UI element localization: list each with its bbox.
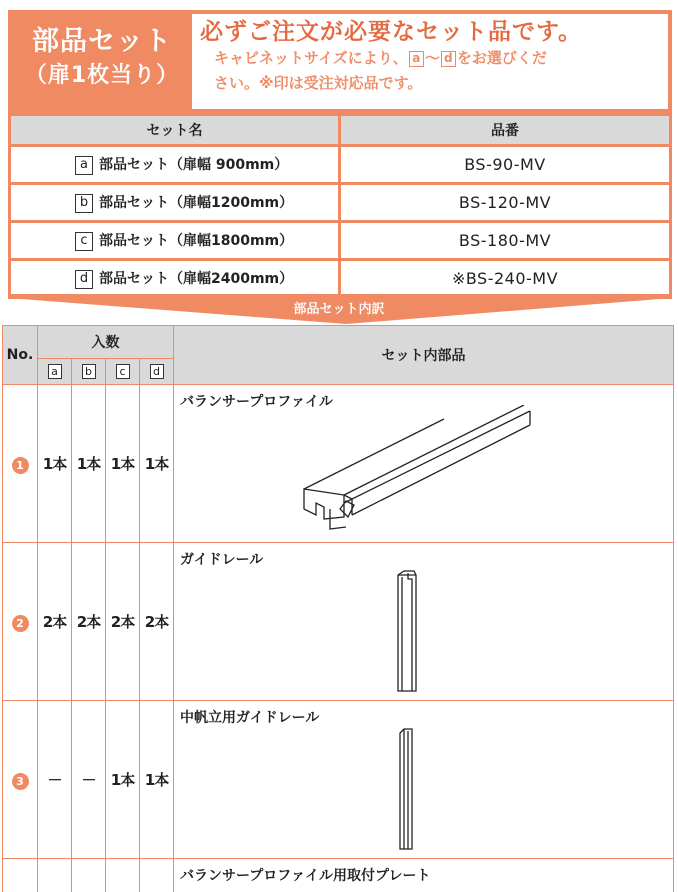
qty-key-c bbox=[106, 359, 140, 385]
qty-a: 1本 bbox=[38, 385, 72, 543]
qty-a: 2本 bbox=[38, 543, 72, 701]
header-panel bbox=[8, 10, 672, 113]
qty-b: 2本 bbox=[72, 543, 106, 701]
note-text-a: キャビネットサイズにより、 bbox=[214, 49, 408, 67]
product-code: BS-90-MV bbox=[340, 146, 671, 184]
qty-key-b bbox=[72, 359, 106, 385]
part-cell bbox=[174, 859, 674, 892]
part-name: ガイドレール bbox=[180, 552, 264, 568]
parts-table bbox=[2, 325, 674, 892]
col-no: No. bbox=[3, 326, 38, 385]
set-table-header bbox=[10, 115, 671, 146]
qty-c: 1本 bbox=[106, 385, 140, 543]
note-sub-line2: さい。※印は受注対応品です。 bbox=[214, 74, 423, 92]
set-name: 部品セット（扉幅 900mm） bbox=[99, 157, 289, 173]
qty-d: 1本 bbox=[140, 385, 174, 543]
balancer-profile-illustration bbox=[294, 405, 534, 535]
col-parts: セット内部品 bbox=[174, 326, 674, 385]
qty-a bbox=[38, 859, 72, 892]
qty-key-d bbox=[140, 359, 174, 385]
part-number-cell bbox=[3, 543, 38, 701]
qty-b bbox=[72, 859, 106, 892]
set-name-cell bbox=[10, 222, 340, 260]
note-text-b: をお選びくだ bbox=[456, 49, 547, 67]
table-row bbox=[3, 701, 674, 859]
qty-c: 2本 bbox=[106, 543, 140, 701]
order-note bbox=[192, 14, 668, 109]
qty-b: 1本 bbox=[72, 385, 106, 543]
qty-d bbox=[140, 859, 174, 892]
title-line2: （扉1枚当り） bbox=[24, 63, 180, 88]
product-code: BS-120-MV bbox=[340, 184, 671, 222]
parts-header-row1 bbox=[3, 326, 674, 359]
qty-key-box: b bbox=[82, 364, 96, 379]
title-line1: 部品セット bbox=[32, 26, 172, 57]
part-cell bbox=[174, 543, 674, 701]
table-row bbox=[10, 260, 671, 298]
note-box-a: a bbox=[409, 51, 424, 67]
qty-key-box: c bbox=[116, 364, 130, 379]
qty-d: 1本 bbox=[140, 701, 174, 859]
part-cell bbox=[174, 385, 674, 543]
part-number-cell bbox=[3, 701, 38, 859]
col-product-code: 品番 bbox=[340, 115, 671, 146]
qty-a: － bbox=[38, 701, 72, 859]
qty-c bbox=[106, 859, 140, 892]
table-row bbox=[3, 543, 674, 701]
table-row bbox=[10, 222, 671, 260]
part-name: 中帆立用ガイドレール bbox=[180, 710, 320, 726]
set-key-box: d bbox=[75, 270, 93, 289]
table-row bbox=[10, 146, 671, 184]
part-number-cell bbox=[3, 859, 38, 892]
set-name-cell bbox=[10, 184, 340, 222]
section-title bbox=[12, 14, 192, 109]
banner-label: 部品セット内訳 bbox=[293, 302, 385, 317]
part-number-badge: 3 bbox=[12, 773, 29, 790]
part-number-badge: 1 bbox=[12, 457, 29, 474]
table-row bbox=[3, 385, 674, 543]
set-name: 部品セット（扉幅1200mm） bbox=[99, 195, 294, 211]
table-row bbox=[3, 859, 674, 892]
part-name: バランサープロファイル bbox=[180, 394, 334, 410]
col-qty: 入数 bbox=[38, 326, 174, 359]
product-code: ※BS-240-MV bbox=[340, 260, 671, 298]
note-box-d: d bbox=[441, 51, 456, 67]
part-number-badge: 2 bbox=[12, 615, 29, 632]
guide-rail-illustration bbox=[392, 569, 422, 695]
qty-c: 1本 bbox=[106, 701, 140, 859]
qty-key-a bbox=[38, 359, 72, 385]
qty-key-box: d bbox=[150, 364, 164, 379]
set-name-cell bbox=[10, 260, 340, 298]
set-key-box: a bbox=[75, 156, 93, 175]
qty-key-box: a bbox=[48, 364, 62, 379]
product-code: BS-180-MV bbox=[340, 222, 671, 260]
set-key-box: b bbox=[75, 194, 93, 213]
note-main: 必ずご注文が必要なセット品です。 bbox=[200, 19, 583, 45]
table-row bbox=[10, 184, 671, 222]
breakdown-banner bbox=[0, 294, 678, 326]
qty-d: 2本 bbox=[140, 543, 174, 701]
set-key-box: c bbox=[75, 232, 93, 251]
note-tilde: ～ bbox=[424, 49, 440, 67]
set-name: 部品セット（扉幅2400mm） bbox=[99, 271, 294, 287]
set-name: 部品セット（扉幅1800mm） bbox=[99, 233, 294, 249]
col-set-name: セット名 bbox=[10, 115, 340, 146]
set-table bbox=[8, 113, 672, 299]
note-sub-line1 bbox=[200, 46, 662, 71]
part-number-cell bbox=[3, 385, 38, 543]
qty-b: － bbox=[72, 701, 106, 859]
set-name-cell bbox=[10, 146, 340, 184]
middle-guide-rail-illustration bbox=[394, 727, 418, 853]
part-cell bbox=[174, 701, 674, 859]
part-name: バランサープロファイル用取付プレート bbox=[180, 868, 431, 884]
